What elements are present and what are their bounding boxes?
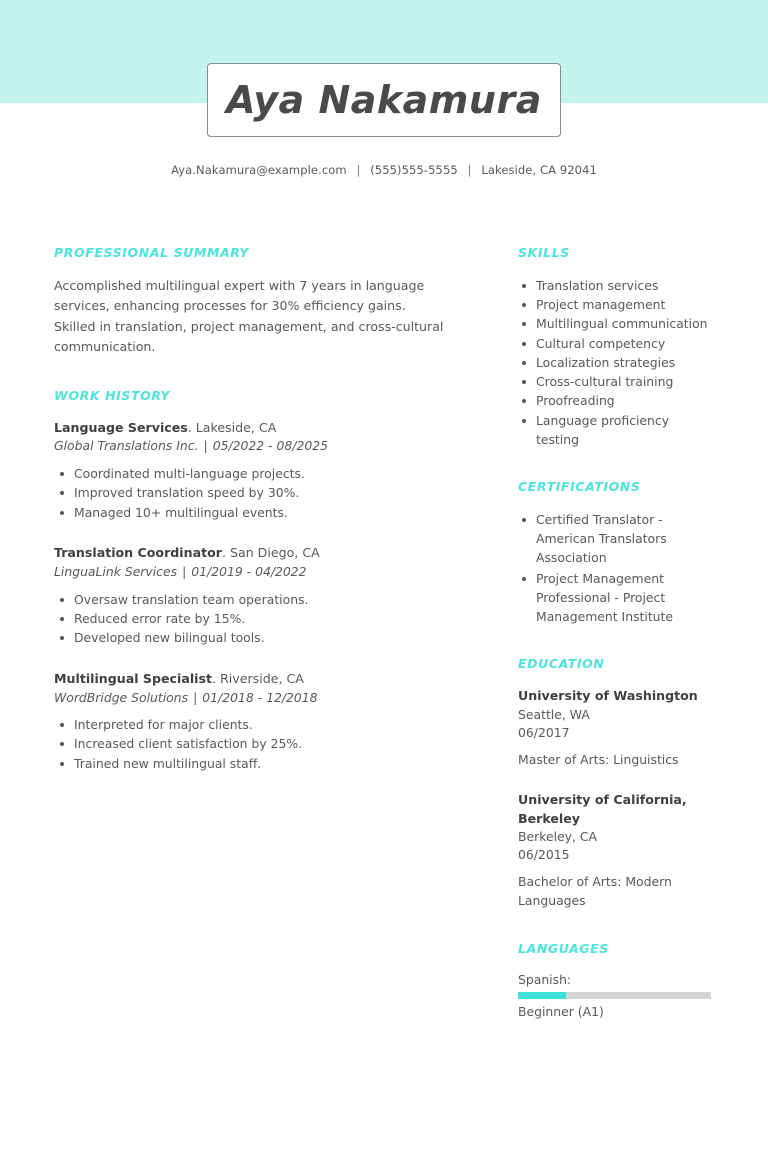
page-title: Aya Nakamura [226, 78, 542, 122]
job-separator: | [182, 563, 187, 579]
education-date: 06/2017 [518, 724, 570, 740]
job-header [54, 544, 446, 563]
job-company: WordBridge Solutions [54, 689, 189, 705]
list-item: Developed new bilingual tools. [54, 628, 446, 647]
list-item: Trained new multilingual staff. [54, 754, 446, 773]
list-item: Reduced error rate by 15%. [54, 609, 446, 628]
job-subheader [54, 437, 446, 456]
job-entry [54, 419, 446, 523]
education-location: Seattle, WA [518, 706, 590, 722]
section-education [518, 656, 714, 910]
contact-location: Lakeside, CA 92041 [481, 163, 597, 177]
section-heading-certifications: CERTIFICATIONS [518, 478, 641, 494]
job-entry [54, 670, 446, 774]
section-work-history [54, 388, 446, 774]
certifications-list [518, 510, 714, 626]
language-entry [518, 972, 714, 1019]
education-school: University of California, Berkeley [518, 792, 687, 826]
job-location: San Diego, CA [229, 545, 320, 561]
job-company: LinguaLink Services [54, 563, 178, 579]
list-item: Managed 10+ multilingual events. [54, 503, 446, 522]
language-name: Spanish: [518, 971, 572, 987]
job-company: Global Translations Inc. [54, 438, 199, 454]
education-date: 06/2015 [518, 847, 570, 863]
section-skills [518, 245, 714, 449]
section-heading-summary: PROFESSIONAL SUMMARY [54, 245, 250, 260]
section-heading-languages: LANGUAGES [518, 940, 609, 956]
contact-separator-2: | [467, 163, 472, 177]
job-bullet-list [54, 464, 446, 522]
job-bullet-list [54, 715, 446, 773]
job-entry [54, 544, 446, 648]
language-proficiency-bar [518, 992, 711, 999]
right-column [518, 245, 714, 1049]
contact-phone: (555)555-5555 [370, 163, 458, 177]
summary-text: Accomplished multilingual expert with 7 years in language services, enhancing processes for 30% efficiency gains. Skilled in translation, project management, and cross-cultural communication. [54, 278, 444, 355]
section-heading-work-history: WORK HISTORY [54, 387, 171, 403]
job-dates: 01/2018 - 12/2018 [202, 689, 318, 705]
list-item: Cross-cultural training [518, 372, 714, 391]
job-dates: 05/2022 - 08/2025 [212, 438, 328, 454]
section-certifications [518, 479, 714, 626]
list-item: Project management [518, 295, 714, 314]
list-item: Language proficiency testing [518, 411, 714, 449]
list-item: Oversaw translation team operations. [54, 590, 446, 609]
name-box [207, 63, 561, 137]
list-item: Cultural competency [518, 334, 714, 353]
section-heading-education: EDUCATION [518, 656, 605, 672]
job-bullet-list [54, 590, 446, 648]
section-languages [518, 941, 714, 1019]
language-level: Beginner (A1) [518, 1003, 604, 1019]
education-degree: Bachelor of Arts: Modern Languages [518, 874, 672, 909]
job-title-period: . [221, 545, 230, 561]
list-item: Proofreading [518, 391, 714, 410]
list-item: Coordinated multi-language projects. [54, 464, 446, 483]
job-location: Lakeside, CA [195, 419, 277, 435]
education-school: University of Washington [518, 688, 698, 704]
contact-separator-1: | [356, 163, 361, 177]
job-location: Riverside, CA [220, 670, 304, 686]
job-title-period: . [187, 419, 196, 435]
job-title: Translation Coordinator [54, 545, 222, 561]
contact-email: Aya.Nakamura@example.com [171, 163, 347, 177]
education-entry [518, 687, 714, 769]
job-title-period: . [212, 670, 221, 686]
list-item: Localization strategies [518, 353, 714, 372]
list-item: Certified Translator - American Translators Association [518, 510, 714, 568]
education-entry [518, 791, 714, 910]
list-item: Translation services [518, 276, 714, 295]
job-dates: 01/2019 - 04/2022 [191, 563, 307, 579]
job-title: Multilingual Specialist [54, 670, 212, 686]
job-separator: | [193, 689, 198, 705]
section-professional-summary [54, 245, 446, 358]
job-subheader [54, 689, 446, 708]
job-subheader [54, 563, 446, 582]
education-location: Berkeley, CA [518, 829, 597, 845]
left-column [54, 245, 446, 803]
list-item: Interpreted for major clients. [54, 715, 446, 734]
list-item: Increased client satisfaction by 25%. [54, 734, 446, 753]
job-title: Language Services [54, 419, 188, 435]
contact-line [0, 163, 768, 177]
education-degree: Master of Arts: Linguistics [518, 751, 679, 767]
list-item: Project Management Professional - Project Management Institute [518, 569, 714, 627]
skills-list [518, 276, 714, 449]
job-separator: | [203, 438, 208, 454]
job-header [54, 670, 446, 689]
list-item: Multilingual communication [518, 314, 714, 333]
section-heading-skills: SKILLS [518, 245, 570, 260]
job-header [54, 419, 446, 438]
list-item: Improved translation speed by 30%. [54, 483, 446, 502]
language-proficiency-bar-fill [518, 992, 566, 999]
